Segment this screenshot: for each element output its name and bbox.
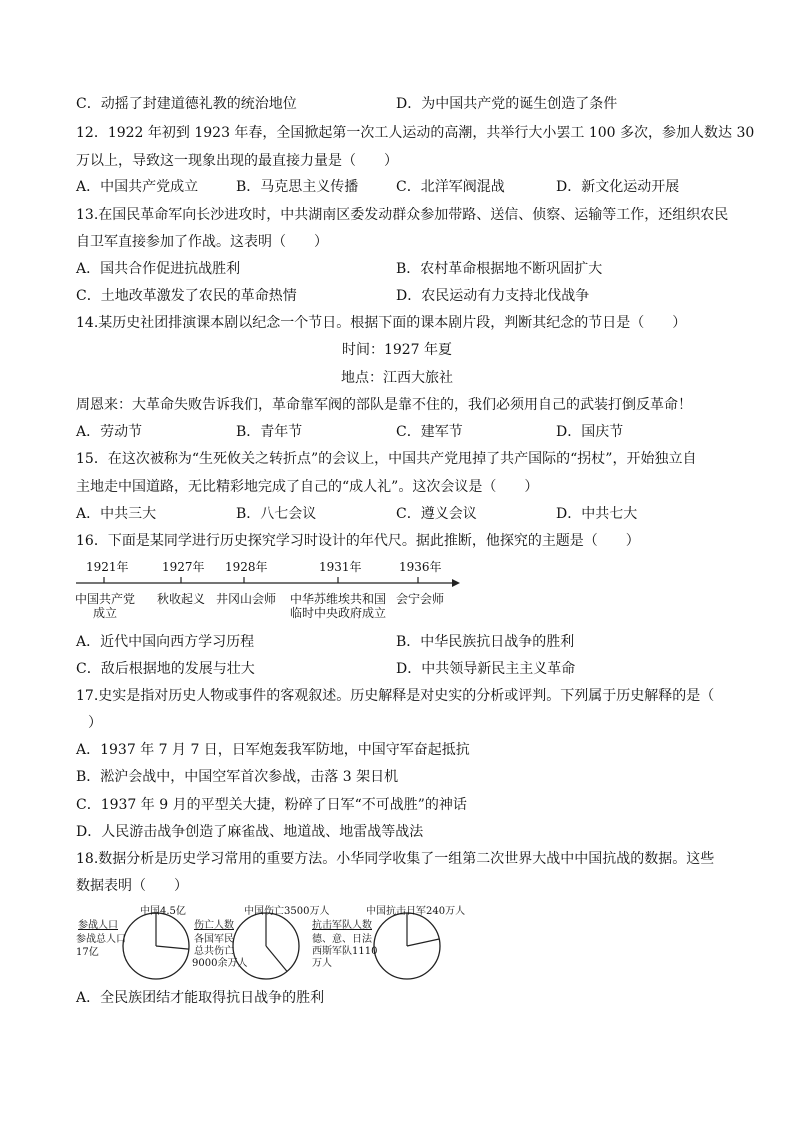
q17-stem-line2: ） [88, 715, 102, 731]
q13-stem-line2: 自卫军直接参加了作战。这表明（ ） [76, 234, 328, 250]
q13-option-c: C．土地改革激发了农民的革命热情 [76, 288, 297, 304]
pie2-title: 伤亡人数 [194, 920, 234, 931]
pie-wedge-edge [407, 939, 439, 946]
q15-option-c: C．遵义会议 [396, 506, 477, 522]
pie-participating-population [123, 913, 189, 979]
event-text: 成立 [92, 606, 117, 620]
timeline-year-1931: 1931年 [319, 560, 362, 574]
q15-stem-line1: 15．在这次被称为“生死攸关之转折点”的会议上，中国共产党甩掉了共产国际的“拐杖”，开始独立自 [76, 451, 697, 467]
pie2-body-3: 9000余万人 [192, 958, 248, 969]
timeline-event-jinggangshan [212, 592, 280, 606]
q13-option-b: B．农村革命根据地不断巩固扩大 [396, 261, 603, 277]
q13-option-a: A．国共合作促进抗战胜利 [76, 261, 241, 277]
q14-speech: 周恩来：大革命失败告诉我们，革命靠军阀的部队是靠不住的，我们必须用自己的武装打倒反革命！ [76, 397, 692, 413]
year-timeline [0, 556, 794, 630]
pie3-title: 抗击军队人数 [312, 920, 372, 931]
timeline-event-huining [390, 592, 450, 606]
q14-stem: 14.某历史社团排演课本剧以纪念一个节日。根据下面的课本剧片段，判断其纪念的节日是（ ） [76, 315, 687, 331]
q15-option-b: B．八七会议 [236, 506, 317, 522]
pie2-callout: 中国伤亡3500万人 [244, 906, 330, 917]
pie1-callout: 中国4.5亿 [140, 906, 186, 917]
pie2-body-2: 总共伤亡 [194, 946, 234, 957]
pie3-callout: 中国抗击日军240万人 [366, 906, 466, 917]
q12-option-c: C．北洋军阀混战 [396, 179, 505, 195]
q15-option-d: D．中共七大 [556, 506, 638, 522]
q15-option-a: A．中共三大 [76, 506, 157, 522]
q16-option-b: B．中华民族抗日战争的胜利 [396, 634, 575, 650]
q17-stem-line1: 17.史实是指对历史人物或事件的客观叙述。历史解释是对史实的分析或评判。下列属于历史解释的是（ [76, 688, 715, 704]
event-text: 井冈山会师 [215, 592, 276, 606]
pie3-body-1: 德、意、日法 [312, 934, 372, 945]
q18-stem-line1: 18.数据分析是历史学习常用的重要方法。小华同学收集了一组第二次世界大战中中国抗战的数据。这些 [76, 851, 715, 867]
q12-option-a: A．中国共产党成立 [76, 179, 199, 195]
q16-option-a: A．近代中国向西方学习历程 [76, 634, 255, 650]
q13-stem-line1: 13.在国民革命军向长沙进攻时，中共湖南区委发动群众参加带路、送信、侦察、运输等工作，还组织农民 [76, 207, 729, 223]
q12-stem-line2: 万以上，导致这一现象出现的最直接力量是（ ） [76, 153, 398, 169]
event-text: 中国共产党 [74, 592, 135, 606]
q14-option-c: C．建军节 [396, 424, 463, 440]
timeline-year-1936: 1936年 [399, 560, 442, 574]
q17-option-d: D．人民游击战争创造了麻雀战、地道战、地雷战等战法 [76, 824, 424, 840]
q17-option-a: A．1937 年 7 月 7 日，日军炮轰我军防地，中国守军奋起抵抗 [76, 742, 470, 758]
q12-option-d: D．新文化运动开展 [556, 179, 680, 195]
q16-stem: 16．下面是某同学进行历史探究学习时设计的年代尺。据此推断，他探究的主题是（ ） [76, 533, 640, 549]
pie1-body-2: 17亿 [76, 947, 99, 958]
event-text: 秋收起义 [156, 592, 205, 606]
q17-option-c: C．1937 年 9 月的平型关大捷，粉碎了日军“不可战胜”的神话 [76, 797, 467, 813]
pie-troops-resisted [374, 913, 440, 979]
q12-stem-line1: 12．1922 年初到 1923 年春，全国掀起第一次工人运动的高潮，共举行大小罢工 100 多次，参加人数达 30 [76, 125, 755, 141]
pie1-body-1: 参战总人口 [76, 934, 126, 945]
q17-option-b: B．淞沪会战中，中国空军首次参战，击落 3 架日机 [76, 769, 399, 785]
q15-stem-line2: 主地走中国道路，无比精彩地完成了自己的“成人礼”。这次会议是（ ） [76, 479, 539, 495]
q14-option-b: B．青年节 [236, 424, 303, 440]
event-text: 中华苏维埃共和国 [289, 592, 386, 606]
q14-option-a: A．劳动节 [76, 424, 143, 440]
q14-place: 地点：江西大旅社 [341, 370, 453, 386]
q14-option-d: D．国庆节 [556, 424, 624, 440]
pie-wedge-edge [156, 946, 189, 949]
timeline-year-1927: 1927年 [162, 560, 205, 574]
q16-option-d: D．中共领导新民主主义革命 [396, 661, 576, 677]
timeline-event-autumn-harvest [150, 592, 212, 606]
timeline-year-1928: 1928年 [225, 560, 268, 574]
pie3-body-3: 万人 [312, 958, 332, 969]
q18-stem-line2: 数据表明（ ） [76, 878, 188, 894]
pie2-body-1: 各国军民 [194, 934, 234, 945]
pie3-body-2: 西斯军队1110 [312, 946, 378, 957]
q16-option-c: C．敌后根据地的发展与壮大 [76, 661, 255, 677]
timeline-event-soviet-republic [282, 592, 394, 620]
q12-option-b: B．马克思主义传播 [236, 179, 359, 195]
q13-option-d: D．农民运动有力支持北伐战争 [396, 288, 590, 304]
q11-option-d: D．为中国共产党的诞生创造了条件 [396, 96, 618, 112]
war-data-pies [0, 902, 794, 984]
pie1-title: 参战人口 [78, 920, 118, 931]
q11-option-c: C．动摇了封建道德礼教的统治地位 [76, 96, 297, 112]
timeline-year-1921: 1921年 [86, 560, 129, 574]
pie-wedge-edge [266, 946, 287, 971]
event-text: 会宁会师 [395, 592, 444, 606]
q18-option-a: A．全民族团结才能取得抗日战争的胜利 [76, 990, 325, 1006]
event-text: 临时中央政府成立 [289, 606, 386, 620]
q14-time: 时间：1927 年夏 [341, 342, 453, 358]
timeline-event-cpc-founding [70, 592, 140, 620]
